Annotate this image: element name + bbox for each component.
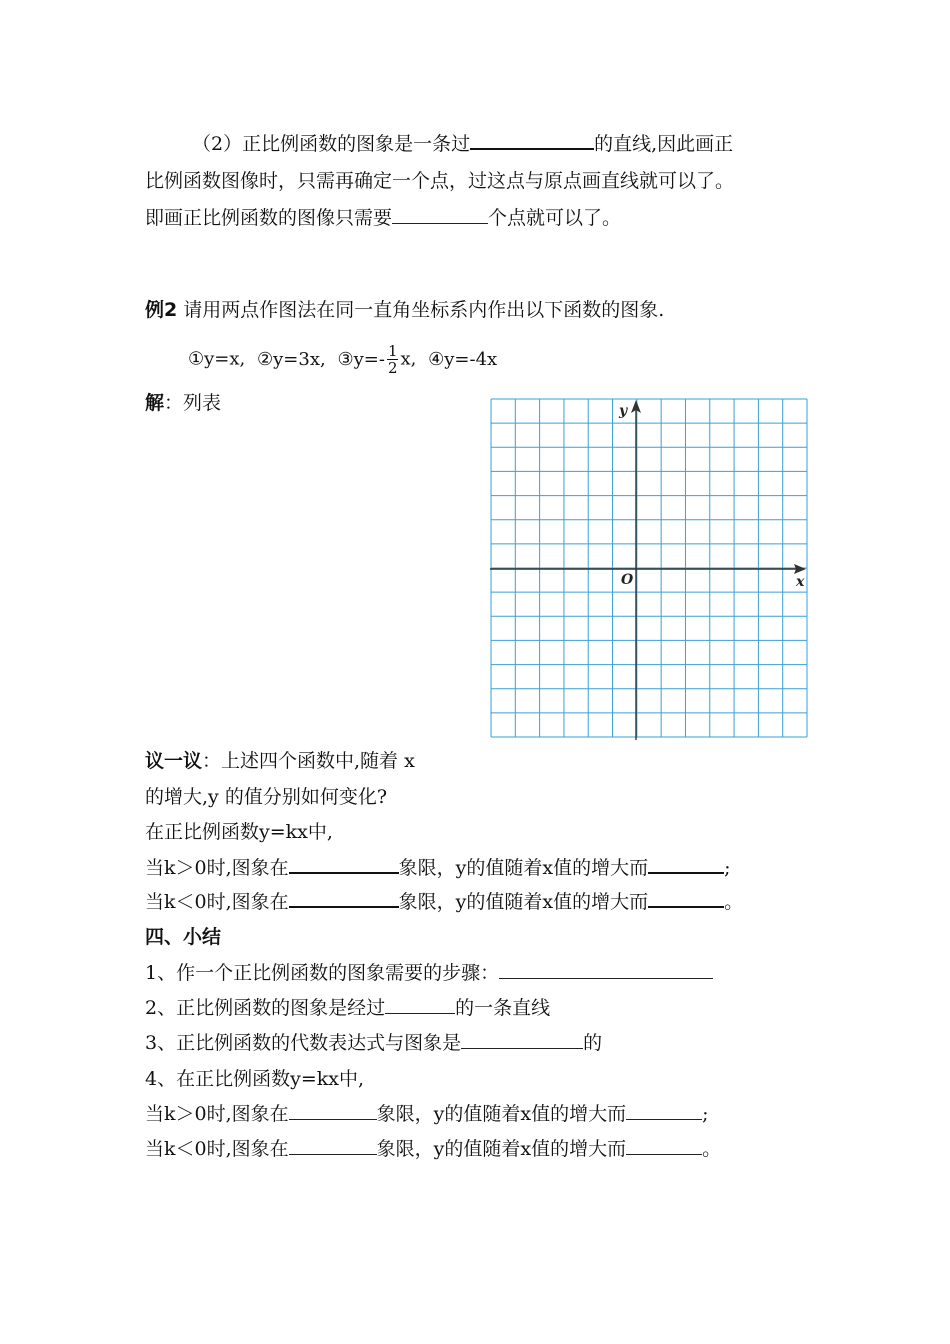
solution-label: 解 (145, 392, 165, 414)
summary-text-3b: 的 (583, 1032, 603, 1054)
example-label: 例2 (145, 299, 178, 321)
correspondence-blank[interactable] (461, 1047, 583, 1049)
function-4: ④y=-4x (428, 348, 498, 370)
summary-trend-blank-positive[interactable] (626, 1118, 702, 1120)
summary-text-5b: 象限，y的值随着x值的增大而 (376, 1103, 627, 1125)
y-axis-label: y (619, 403, 628, 419)
discuss-text-3: 在正比例函数y=kx中, (145, 821, 333, 843)
part2-text-3b: 个点就可以了。 (488, 207, 622, 229)
trend-blank-positive[interactable] (648, 871, 724, 874)
summary-text-6b: 象限，y的值随着x值的增大而 (376, 1138, 627, 1160)
summary-text-4: 4、在正比例函数y=kx中, (145, 1068, 365, 1090)
summary-text-6c: 。 (702, 1138, 722, 1160)
part2-text-3a: 即画正比例函数的图像只需要 (145, 207, 393, 229)
point-count-blank[interactable] (392, 222, 488, 224)
fraction-numerator: 1 (387, 342, 398, 360)
origin-blank[interactable] (470, 147, 594, 150)
discuss-text-4a: 当k＞0时,图象在 (145, 857, 289, 879)
summary-text-2a: 2、正比例函数的图象是经过 (145, 997, 386, 1019)
function-3-suffix: x, (400, 348, 417, 370)
discuss-line-4 (145, 855, 731, 881)
coordinate-grid[interactable] (490, 398, 810, 740)
discuss-line-5 (145, 889, 743, 915)
discuss-text-4c: ; (724, 857, 731, 879)
summary-line-6 (145, 1136, 721, 1162)
summary-text-5c: ; (702, 1103, 709, 1125)
summary-text-5a: 当k＞0时,图象在 (145, 1103, 289, 1125)
example-heading (145, 297, 664, 323)
part2-line-3 (145, 205, 621, 231)
passes-through-blank[interactable] (385, 1012, 455, 1014)
summary-text-2b: 的一条直线 (455, 997, 551, 1019)
solution-text: ：列表 (164, 392, 222, 414)
part2-text-1b: 的直线,因此画正 (594, 133, 734, 155)
steps-blank[interactable] (499, 977, 713, 979)
fraction-denominator: 2 (387, 359, 398, 377)
trend-blank-negative[interactable] (648, 905, 724, 908)
summary-quadrant-blank-positive[interactable] (289, 1118, 377, 1120)
discuss-text-2: 的增大,y 的值分别如何变化? (145, 786, 388, 808)
summary-text-3a: 3、正比例函数的代数表达式与图象是 (145, 1032, 462, 1054)
discuss-text-4b: 象限，y的值随着x值的增大而 (398, 857, 649, 879)
summary-line-5 (145, 1101, 709, 1127)
summary-quadrant-blank-negative[interactable] (289, 1153, 377, 1155)
summary-line-3 (145, 1030, 602, 1056)
summary-title: 四、小结 (145, 926, 222, 948)
summary-text-6a: 当k＜0时,图象在 (145, 1138, 289, 1160)
discuss-line-2 (145, 784, 387, 810)
quadrant-blank-positive[interactable] (289, 871, 399, 874)
function-2: ②y=3x, (257, 348, 326, 370)
summary-line-4 (145, 1066, 364, 1092)
quadrant-blank-negative[interactable] (289, 905, 399, 908)
part2-line-1 (192, 131, 733, 157)
discuss-text-5b: 象限，y的值随着x值的增大而 (398, 891, 649, 913)
function-3-prefix: ③y=- (337, 348, 385, 370)
solution-line (145, 390, 221, 416)
summary-line-2 (145, 995, 550, 1021)
discuss-text-1: ：上述四个函数中,随着 x (202, 750, 415, 772)
summary-title-line (145, 924, 221, 950)
origin-label: O (621, 572, 634, 588)
part2-line-2 (145, 168, 734, 194)
part2-text-1a: （2）正比例函数的图象是一条过 (192, 133, 471, 155)
grid-lines (491, 399, 807, 737)
example-functions (188, 343, 497, 376)
summary-line-1 (145, 960, 713, 986)
discuss-label: 议一议 (145, 750, 203, 772)
function-1: ①y=x, (188, 348, 246, 370)
function-3-fraction (387, 343, 399, 376)
x-axis-label: x (796, 574, 805, 590)
discuss-line-1 (145, 748, 415, 774)
discuss-text-5c: 。 (724, 891, 744, 913)
summary-text-1: 1、作一个正比例函数的图象需要的步骤： (145, 962, 500, 984)
part2-text-2: 比例函数图像时，只需再确定一个点，过这点与原点画直线就可以了。 (145, 170, 735, 192)
discuss-text-5a: 当k＜0时,图象在 (145, 891, 289, 913)
example-text: 请用两点作图法在同一直角坐标系内作出以下函数的图象. (177, 299, 665, 321)
summary-trend-blank-negative[interactable] (626, 1153, 702, 1155)
discuss-line-3 (145, 819, 333, 845)
